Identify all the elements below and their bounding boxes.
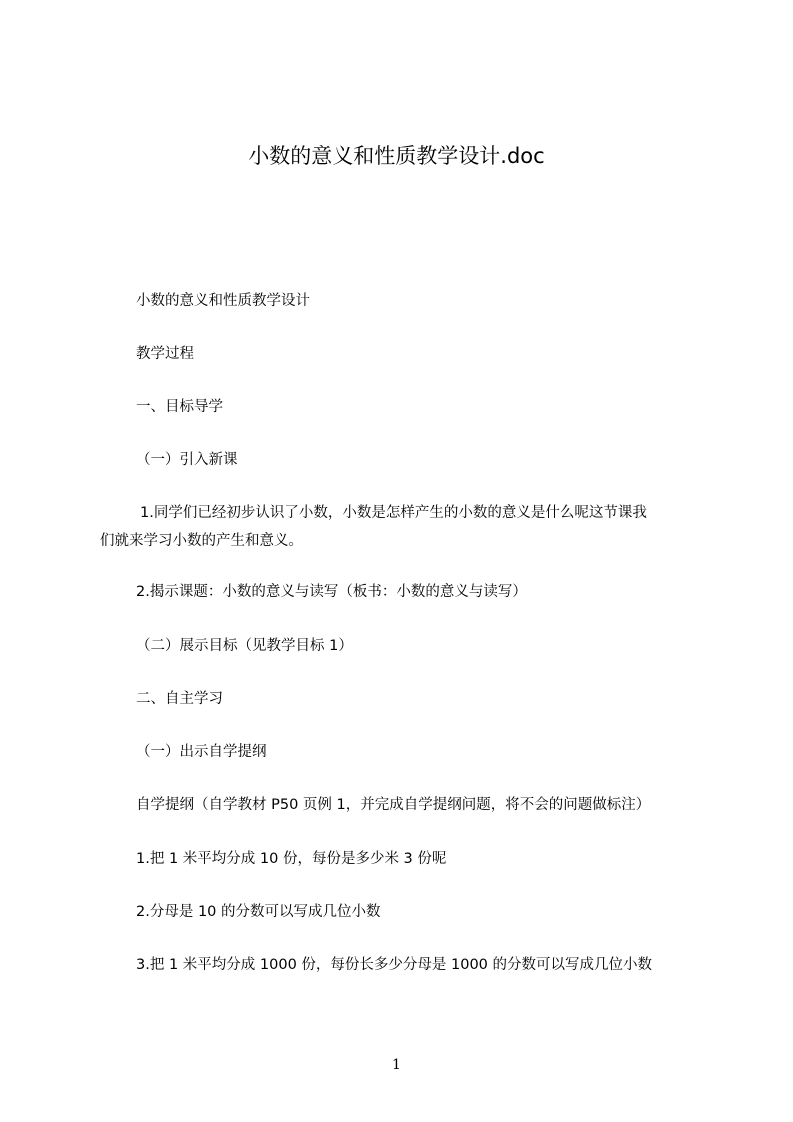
document-title: 小数的意义和性质教学设计.doc: [248, 144, 545, 168]
page-number: 1: [392, 1057, 401, 1073]
section-heading-2: 二、自主学习: [136, 691, 223, 707]
paragraph-intro: [100, 499, 700, 555]
list-item-1: 1.把 1 米平均分成 10 份，每份是多少米 3 份呢: [136, 851, 447, 867]
paragraph-teaching-process: 教学过程: [136, 346, 194, 362]
subsection-heading-2-1: （一）出示自学提纲: [136, 744, 267, 760]
paragraph-heading: 小数的意义和性质教学设计: [136, 293, 310, 309]
paragraph-topic: 2.揭示课题：小数的意义与读写（板书：小数的意义与读写）: [136, 584, 527, 600]
list-item-3: 3.把 1 米平均分成 1000 份，每份长多少分母是 1000 的分数可以写成几位小数: [136, 957, 653, 973]
subsection-heading-1-2: （二）展示目标（见教学目标 1）: [136, 638, 353, 654]
section-heading-1: 一、目标导学: [136, 399, 223, 415]
paragraph-intro-line-2: 们就来学习小数的产生和意义。: [100, 533, 303, 549]
paragraph-intro-line-1: 1.同学们已经初步认识了小数，小数是怎样产生的小数的意义是什么呢这节课我: [140, 505, 647, 521]
list-item-2: 2.分母是 10 的分数可以写成几位小数: [136, 904, 381, 920]
subsection-heading-1-1: （一）引入新课: [136, 452, 238, 468]
paragraph-study-outline: 自学提纲（自学教材 P50 页例 1，并完成自学提纲问题，将不会的问题做标注）: [136, 797, 651, 813]
